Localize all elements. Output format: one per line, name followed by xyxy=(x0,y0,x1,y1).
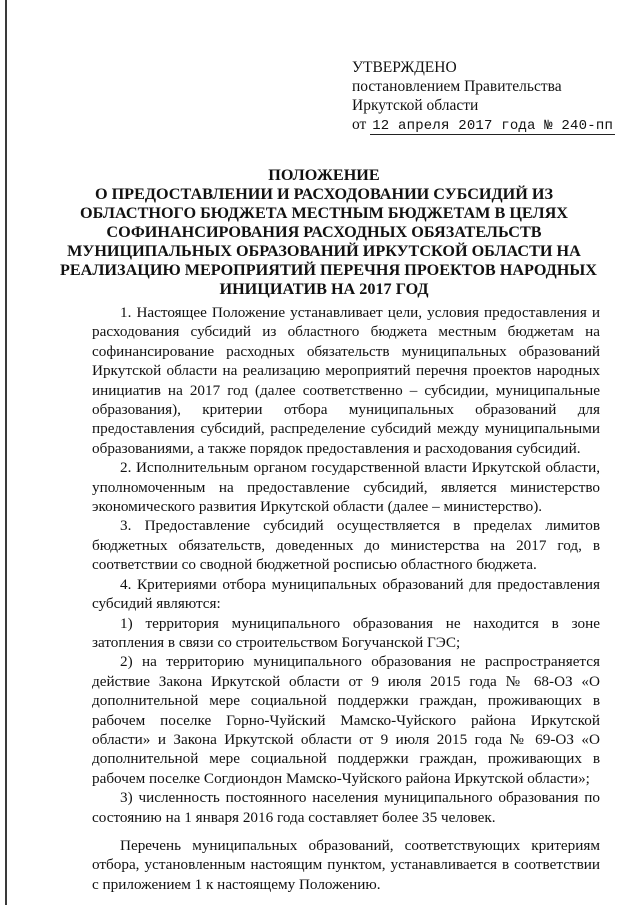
scan-edge-line xyxy=(5,0,7,905)
date-prefix: от xyxy=(352,116,367,133)
approval-resolution: постановлением Правительства xyxy=(352,78,562,95)
paragraph-3: 3. Предоставление субсидий осуществляется в пределах лимитов бюджетных обязательств, доведенных до министерства на 2017 год, в соответствии со сводной бюджетной росписью областного бюджета. xyxy=(92,517,600,574)
title-line: О ПРЕДОСТАВЛЕНИИ И РАСХОДОВАНИИ СУБСИДИЙ ИЗ xyxy=(94,185,554,203)
title-line: СОФИНАНСИРОВАНИЯ РАСХОДНЫХ ОБЯЗАТЕЛЬСТВ xyxy=(106,223,542,241)
approved-heading: УТВЕРЖДЕНО xyxy=(352,59,457,76)
document-body xyxy=(92,303,600,894)
approval-region: Иркутской области xyxy=(352,97,479,114)
title-line: ОБЛАСТНОГО БЮДЖЕТА МЕСТНЫМ БЮДЖЕТАМ В ЦЕЛЯХ xyxy=(80,204,568,222)
criterion-2: 2) на территорию муниципального образования не распространяется действие Закона Иркутской области от 9 июля 2015 года № 68-ОЗ «О дополнительной мере социальной поддержки граждан, проживающих в рабочем поселке Горно-Чуйский Мамско-Чуйского района Иркутской области» и Закона Иркутской области от 9 июля 2015 года № 69-ОЗ «О дополнительной мере социальной поддержки граждан, проживающих в рабочем поселке Согдиондон Мамско-Чуйского района Иркутской области»; xyxy=(92,653,600,787)
paragraph-2: 2. Исполнительным органом государственной власти Иркутской области, уполномоченным на предоставление субсидий, является министерство экономического развития Иркутской области (далее – министерство). xyxy=(92,459,600,516)
date-value: 12 апреля 2017 года № 240-пп xyxy=(372,118,614,134)
approval-stamp xyxy=(352,58,622,136)
document-title xyxy=(60,166,597,299)
paragraph-1: 1. Настоящее Положение устанавливает цели, условия предоставления и расходования субсидий из областного бюджета местным бюджетам на софинансирование расходных обязательств муниципальных образований Иркутской области на реализацию мероприятий перечня проектов народных инициатив на 2017 год (далее соответственно – субсидии, муниципальные образования), критерии отбора муниципальных образований для предоставления субсидий, распределение субсидий между муниципальными образованиями, а также порядок предоставления и расходования субсидий. xyxy=(92,304,600,457)
paragraph-list-note: Перечень муниципальных образований, соответствующих критериям отбора, установленным настоящим пунктом, устанавливается в соответствии с приложением 1 к настоящему Положению. xyxy=(92,836,600,893)
paragraph-4: 4. Критериями отбора муниципальных образований для предоставления субсидий являются: xyxy=(92,575,600,613)
title-line: МУНИЦИПАЛЬНЫХ ОБРАЗОВАНИЙ ИРКУТСКОЙ ОБЛАСТИ НА xyxy=(67,242,581,260)
title-line: РЕАЛИЗАЦИЮ МЕРОПРИЯТИЙ ПЕРЕЧНЯ ПРОЕКТОВ НАРОДНЫХ xyxy=(60,261,597,279)
criterion-1: 1) территория муниципального образования не находится в зоне затопления в связи со строительством Богучанской ГЭС; xyxy=(92,614,600,651)
approval-date-line xyxy=(352,115,622,136)
title-line: ПОЛОЖЕНИЕ xyxy=(268,166,380,184)
criterion-3: 3) численность постоянного населения муниципального образования по состоянию на 1 января 2016 года составляет более 35 человек. xyxy=(92,789,600,826)
title-line: ИНИЦИАТИВ НА 2017 ГОД xyxy=(219,280,429,298)
